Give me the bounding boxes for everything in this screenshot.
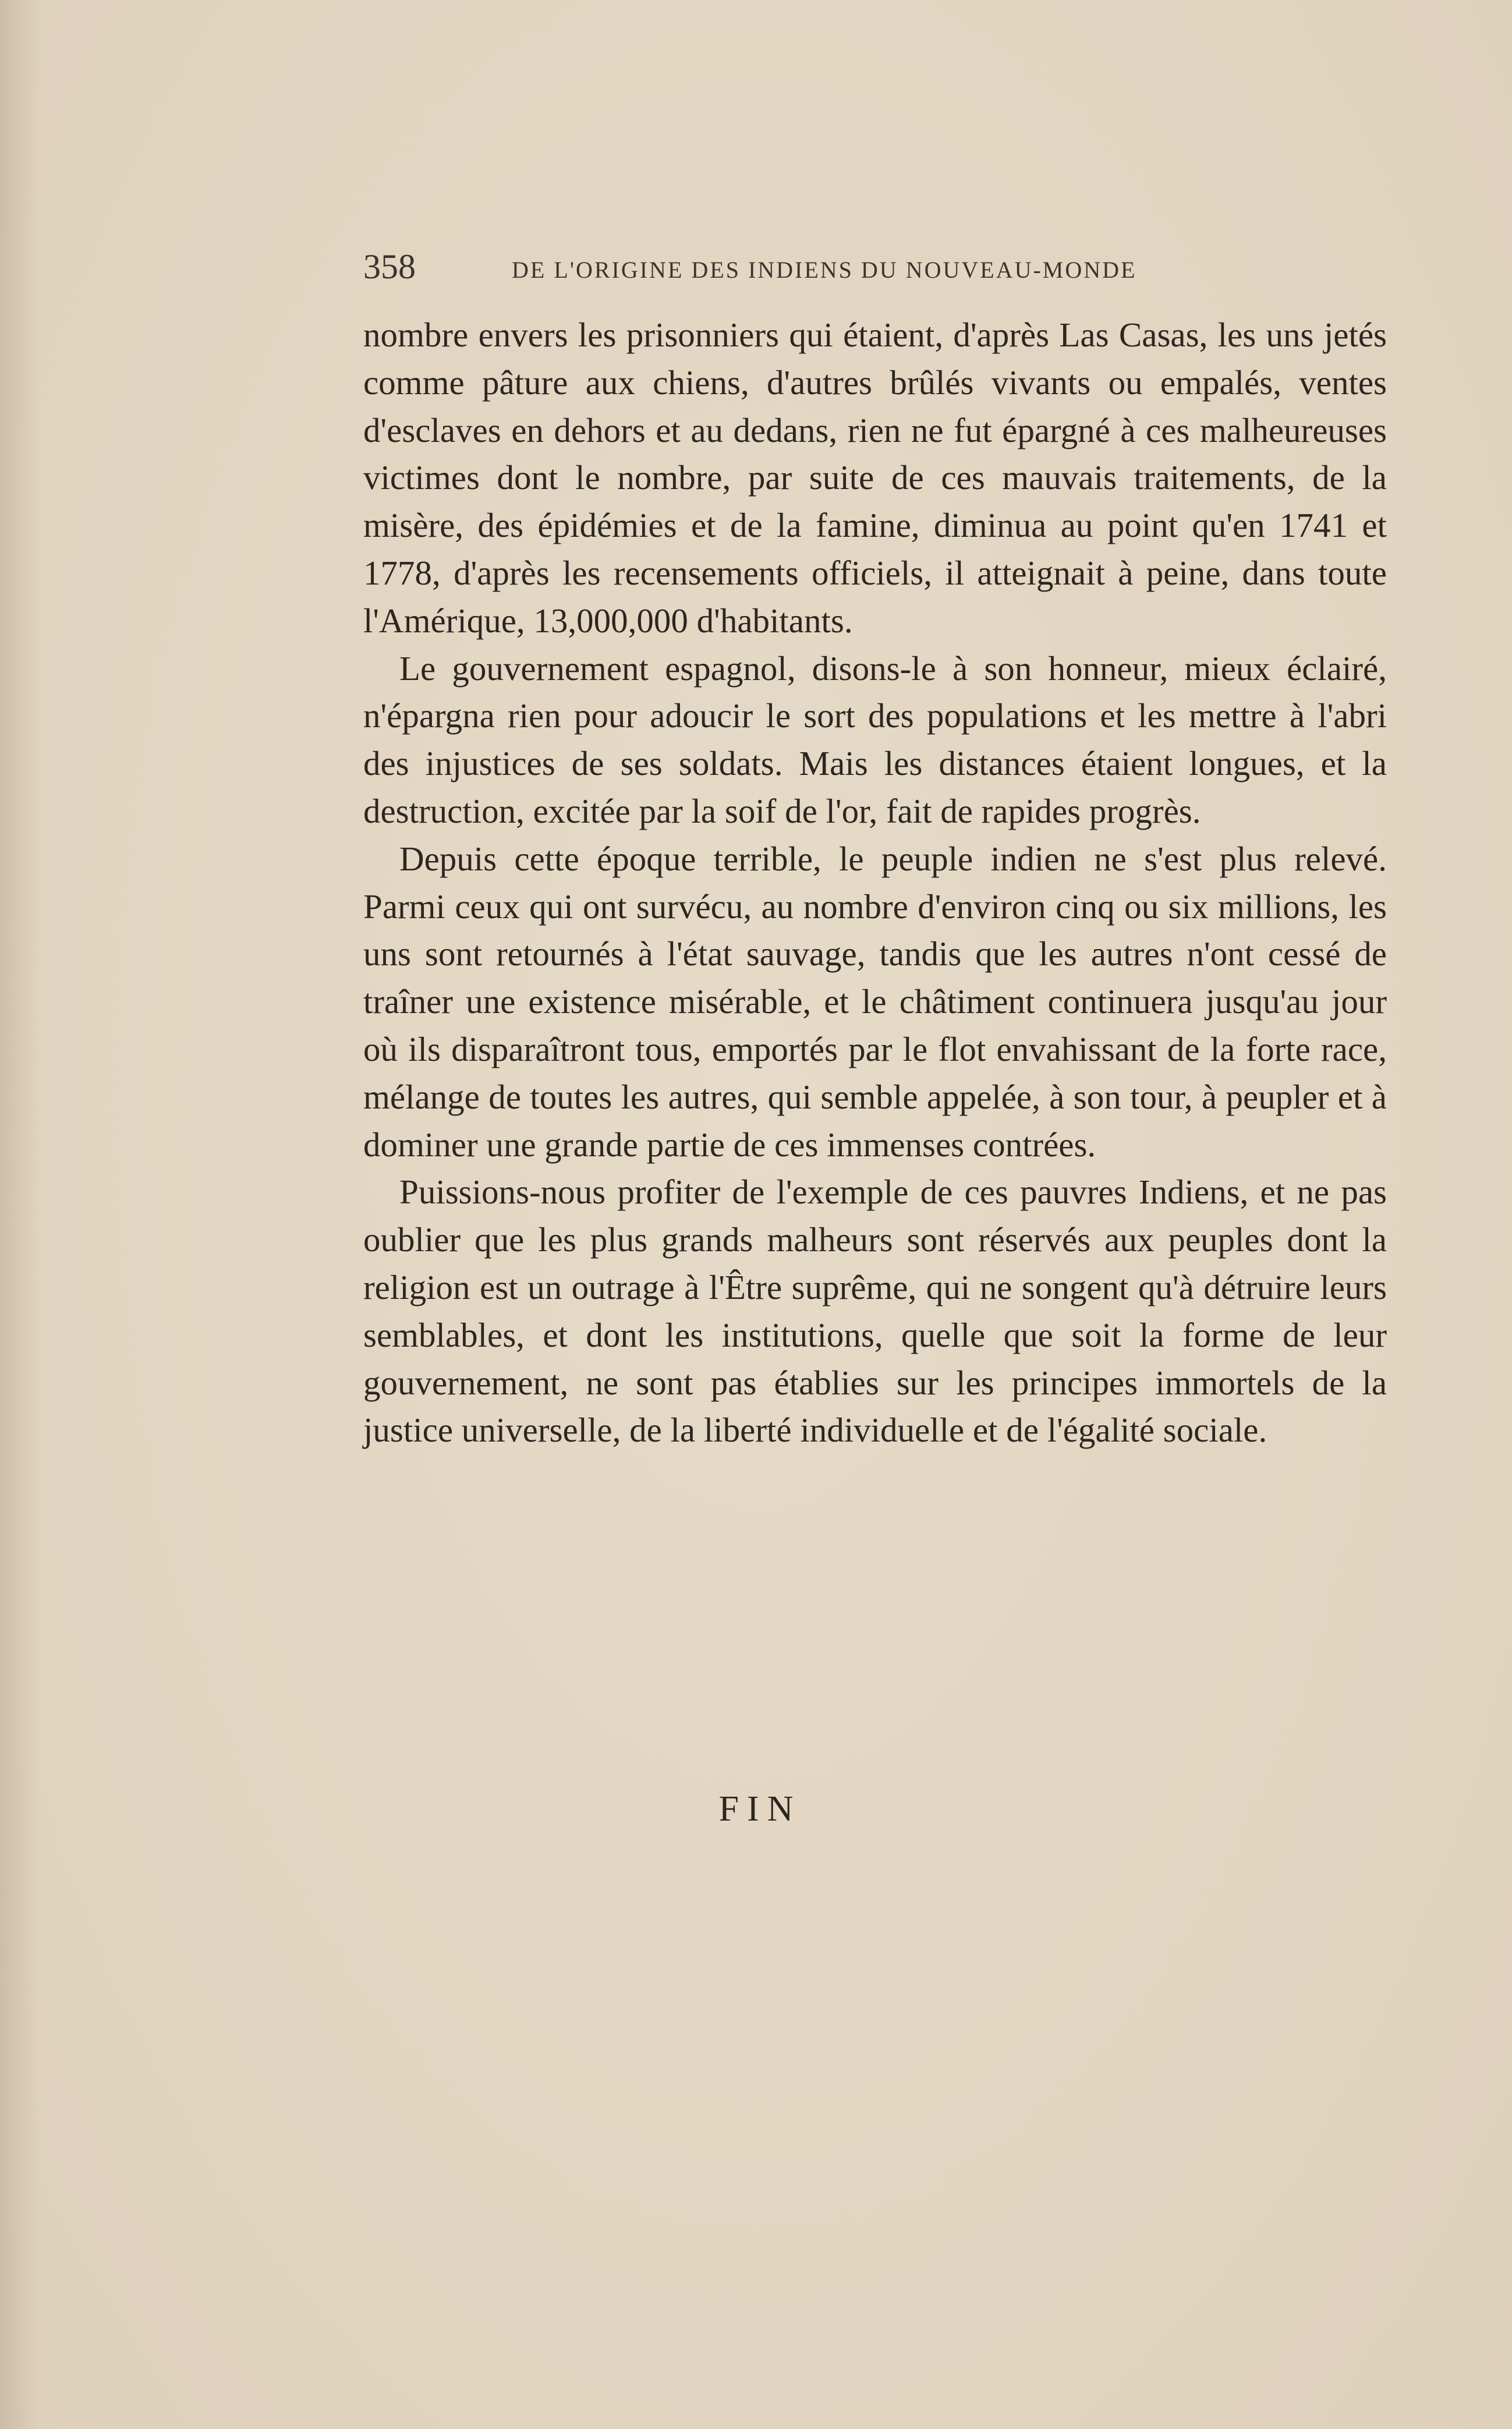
page-number: 358 xyxy=(363,247,416,286)
paragraph: Le gouvernement espagnol, disons-le à son honneur, mieux éclairé, n'épargna rien pour adoucir le sort des populations et les mettre à l'abri des injustices de ses soldats. Mais les distances étaient longues, et la destruction, excitée par la soif de l'or, fait de rapides progrès. xyxy=(363,649,1387,830)
page-edge-shading xyxy=(0,0,41,2429)
paragraph: Puissions-nous profiter de l'exemple de ces pauvres Indiens, et ne pas oublier que les plus grands malheurs sont réservés aux peuples dont la religion est un outrage à l'Être suprême, qui ne songent qu'à détruire leurs semblables, et dont les institutions, quelle que soit la forme de leur gouvernement, ne sont pas établies sur les principes immortels de la justice universelle, de la liberté individuelle et de l'égalité sociale. xyxy=(363,1173,1387,1450)
end-mark: FIN xyxy=(718,1789,802,1829)
paragraph-continuation: nombre envers les prisonniers qui étaient, d'après Las Casas, les uns jetés comme pâture aux chiens, d'autres brûlés vivants ou empalés, ventes d'esclaves en dehors et au dedans, rien ne fut épargné à ces malheureuses victimes dont le nombre, par suite de ces mauvais traitements, de la misère, des épidémies et de la famine, diminua au point qu'en 1741 et 1778, d'après les recensements officiels, il atteignait à peine, dans toute l'Amérique, 13,000,000 d'habitants. xyxy=(363,316,1387,640)
paragraph: Depuis cette époque terrible, le peuple indien ne s'est plus relevé. Parmi ceux qui ont survécu, au nombre d'environ cinq ou six millions, les uns sont retournés à l'état sauvage, tandis que les autres n'ont cessé de traîner une existence misérable, et le châtiment continuera jusqu'au jour où ils disparaîtront tous, emportés par le flot envahissant de la forte race, mélange de toutes les autres, qui semble appelée, à son tour, à peupler et à dominer une grande partie de ces immenses contrées. xyxy=(363,839,1387,1164)
body-text xyxy=(363,311,1387,1454)
running-title: DE L'ORIGINE DES INDIENS DU NOUVEAU-MONDE xyxy=(512,257,1137,283)
page-header xyxy=(363,243,1237,296)
